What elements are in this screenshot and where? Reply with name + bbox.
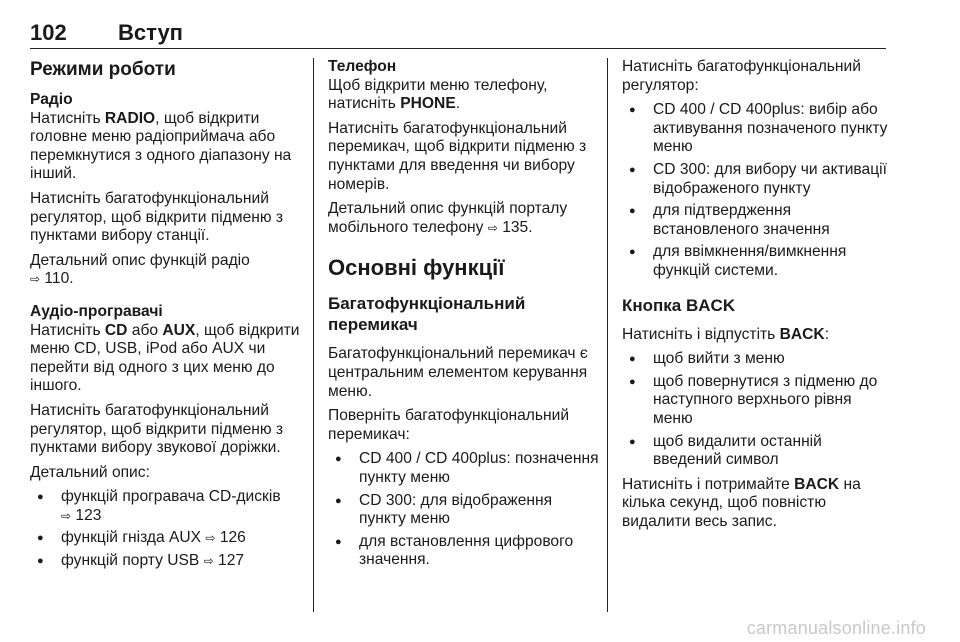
chapter-title: Вступ [118, 20, 183, 45]
watermark-text: carmanualsonline.info [746, 618, 926, 638]
list-item: ● для підтвердження встановленого значення [622, 202, 892, 239]
list-item: ● щоб видалити останній введений символ [622, 433, 892, 470]
list-item: ● функцій програвача CD-дисків ⇨ 123 [30, 488, 305, 525]
list-item: ● CD 300: для вибору чи активації відображеного пункту [622, 161, 892, 198]
column-divider-2 [607, 58, 608, 612]
page-reference-icon: ⇨ [487, 220, 498, 235]
radio-ref-link[interactable]: 110. [44, 270, 74, 288]
audio-list [30, 488, 305, 570]
back-button-heading: Кнопка BACK [622, 295, 736, 315]
back-para-2: Натисніть і потримайте BACK на кілька секунд, щоб повністю видалити весь запис. [622, 475, 861, 530]
list-item: ● для встановлення цифрового значення. [328, 533, 600, 570]
page-reference-icon: ⇨ [205, 531, 216, 546]
list-item: ● CD 300: для відображення пункту меню [328, 492, 600, 529]
page-reference-icon: ⇨ [203, 554, 214, 569]
list-item: ● для ввімкнення/вимкнення функцій системи. [622, 243, 892, 280]
audio-heading: Аудіо-програвачі [30, 302, 163, 320]
back-list [622, 350, 892, 470]
phone-para-2: Натисніть багатофункціональний перемикач, щоб відкрити підменю з пунктами для введення чи вибору номерів. [328, 119, 587, 193]
column-3 [622, 58, 892, 537]
press-list [622, 101, 892, 280]
page-reference-icon: ⇨ [30, 272, 41, 287]
phone-ref-link[interactable]: 135. [502, 218, 533, 236]
column-divider-1 [313, 58, 314, 612]
page-reference-icon: ⇨ [61, 508, 72, 523]
column-2 [328, 58, 600, 576]
basic-para-1: Багатофункціональний перемикач є центральним елементом керування меню. [328, 345, 588, 400]
rotate-list [328, 450, 600, 570]
list-item: ● щоб повернутися з підменю до наступного верхнього рівня меню [622, 373, 892, 429]
basic-functions-heading: Основні функції [328, 255, 505, 281]
basic-para-2: Поверніть багатофункціональний перемикач: [328, 407, 570, 443]
ref-link[interactable]: 127 [218, 552, 245, 570]
audio-para-2: Натисніть багатофункціональний регулятор, щоб відкрити підменю з пунктами вибору звукової доріжки. [30, 401, 284, 457]
section-title: Режими роботи [30, 59, 176, 80]
list-item: ● CD 400 / CD 400plus: вибір або активування позначеного пункту меню [622, 101, 892, 157]
back-para-1: Натисніть і відпустіть BACK: [622, 325, 830, 343]
phone-para-3: Детальний опис функцій порталу мобільного телефону ⇨ 135. [328, 200, 568, 236]
multifunction-heading: Багатофункціональний перемикач [328, 294, 526, 335]
page-number: 102 [30, 20, 67, 45]
audio-para-1: Натисніть CD або AUX, щоб відкрити меню CD, USB, iPod або AUX чи перейти від одного з цих меню до іншого. [30, 321, 300, 395]
radio-para-1: Натисніть RADIO, щоб відкрити головне меню радіоприймача або перемкнутися з одного діапазону на інший. [30, 109, 292, 183]
header-rule [30, 48, 886, 49]
list-item: ● функцій порту USB ⇨ 127 [30, 552, 305, 571]
page-header [30, 20, 890, 50]
list-item: ● функцій гнізда AUX ⇨ 126 [30, 529, 305, 548]
press-para: Натисніть багатофункціональний регулятор: [622, 58, 861, 94]
column-1 [30, 58, 305, 577]
phone-para-1: Щоб відкрити меню телефону, натисніть PHONE. [328, 76, 548, 113]
radio-heading: Радіо [30, 91, 73, 108]
phone-heading: Телефон [328, 58, 397, 75]
audio-para-3: Детальний опис: [30, 463, 150, 481]
radio-para-2: Натисніть багатофункціональний регулятор, щоб відкрити підменю з пунктами вибору станції. [30, 189, 284, 245]
radio-para-3: Детальний опис функцій радіо ⇨ 110. [30, 251, 250, 288]
list-item: ● щоб вийти з меню [622, 350, 892, 369]
ref-link[interactable]: 123 [75, 506, 102, 524]
list-item: ● CD 400 / CD 400plus: позначення пункту меню [328, 450, 600, 487]
ref-link[interactable]: 126 [219, 529, 246, 547]
